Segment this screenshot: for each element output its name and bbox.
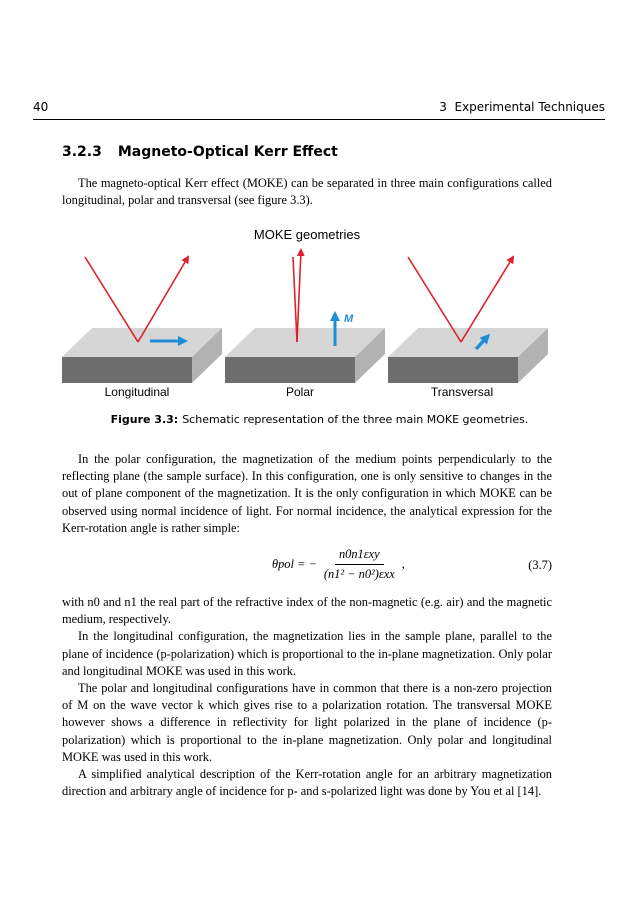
equation-lhs: θpol = − (272, 557, 317, 571)
intro-paragraph (62, 175, 552, 209)
section-heading (62, 144, 338, 160)
section-number: 3.2.3 (62, 144, 102, 160)
body-paragraphs (62, 594, 552, 800)
equation-denominator: (n1² − n0²)εxx (323, 567, 395, 581)
paragraph-you-et-al: A simplified analytical description of the Kerr-rotation angle for an arbitrary magnetization direction and arbitrary angle of incidence for p- and s-polarized light was done by You et al [14]. (62, 767, 552, 799)
slab-polar (225, 328, 385, 383)
panel-label-polar: Polar (285, 385, 315, 399)
caption-label: Figure 3.3: (110, 413, 179, 426)
moke-figure (55, 222, 575, 407)
panel-label-longitudinal: Longitudinal (104, 385, 170, 399)
section-title: Magneto-Optical Kerr Effect (117, 144, 338, 160)
slab-transversal (388, 328, 548, 383)
equation-trailing: , (401, 557, 405, 571)
paragraph-common: The polar and longitudinal configurations have in common that there is a non-zero projection of M on the wave vector k which gives rise to a polarization rotation. The transversal MOKE however shows a difference in reflectivity for light polarized in the plane of incidence (p-polarization) which is proportional to the in-plane magnetization. Only polar and longitudinal MOKE was used in this work. (62, 681, 552, 764)
chapter-title: 3 Experimental Techniques (439, 100, 605, 114)
polar-paragraph (62, 451, 552, 537)
caption-text: Schematic representation of the three main MOKE geometries. (182, 413, 529, 426)
equation-3-7 (62, 544, 552, 584)
header-rule (33, 119, 605, 120)
running-header (33, 100, 605, 116)
page-number: 40 (33, 100, 49, 114)
intro-text: The magneto-optical Kerr effect (MOKE) can be separated in three main configurations called longitudinal, polar and transversal (see figure 3.3). (62, 176, 552, 208)
equation-number: (3.7) (528, 558, 552, 572)
figure-caption (62, 413, 577, 426)
figure-title: MOKE geometries (253, 227, 361, 242)
magnetization-label: M (344, 313, 354, 325)
equation-fraction (320, 547, 399, 582)
polar-text: In the polar configuration, the magnetization of the medium points perpendicularly to the reflecting plane (the sample surface). In this configuration, one is only sensitive to changes in the out of plane component of the magnetization. It is the only configuration in which MOKE can be observed using normal incidence of light. For normal incidence, the analytical expression for the Kerr-rotation angle is rather simple: (62, 452, 552, 535)
paragraph-refractive-index: with n0 and n1 the real part of the refractive index of the non-magnetic (e.g. air) and the magnetic medium, respectively. (62, 595, 552, 627)
paragraph-longitudinal: In the longitudinal configuration, the magnetization lies in the sample plane, parallel to the plane of incidence (p-polarization) which is proportional to the in-plane magnetization. Only polar and longitudinal MOKE was used in this work. (62, 629, 552, 678)
equation-numerator: n0n1εxy (335, 547, 384, 565)
panel-label-transversal: Transversal (430, 385, 494, 399)
